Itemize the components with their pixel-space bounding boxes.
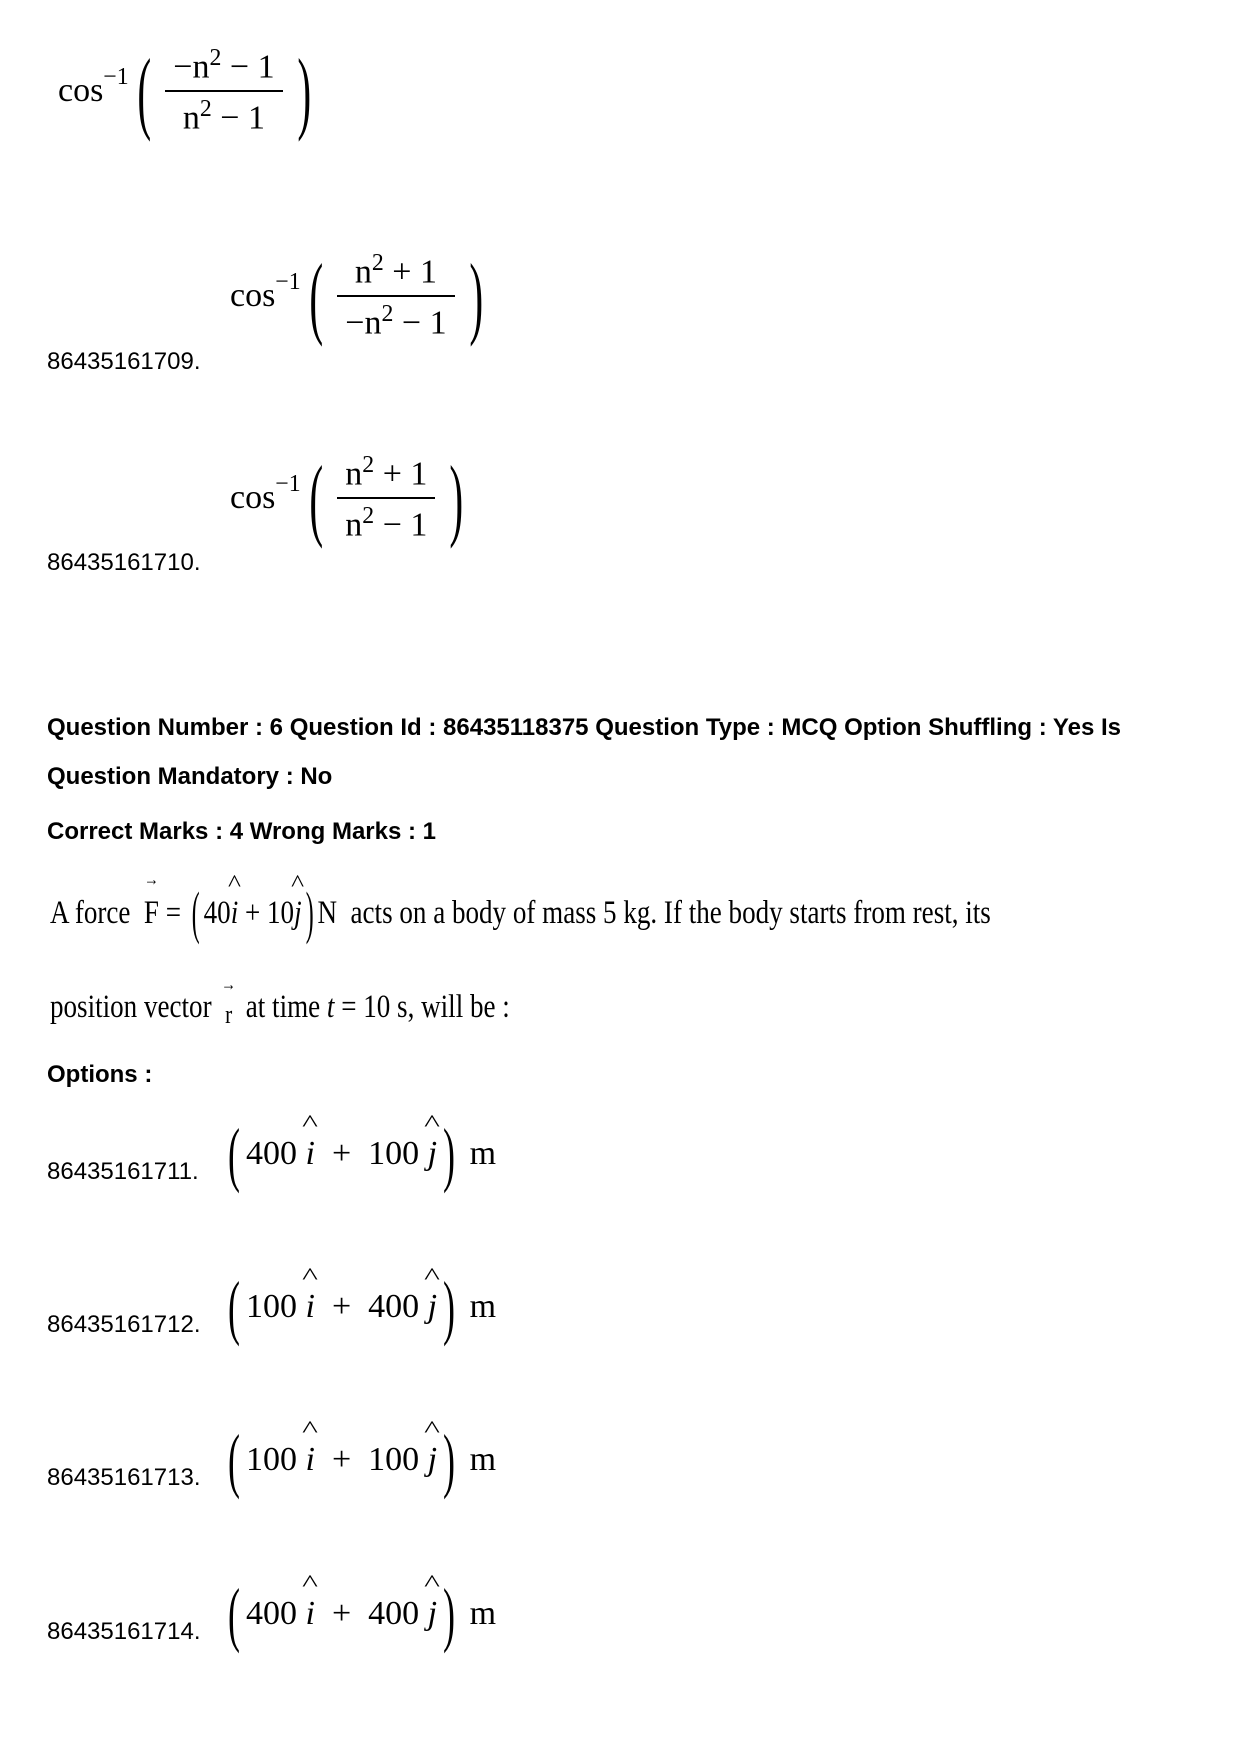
num-base: n [354, 253, 372, 291]
func-label: cos [58, 72, 104, 109]
left-paren: ( [309, 245, 323, 347]
coefficient-i: 400 [245, 1135, 297, 1172]
option-formula [222, 1116, 496, 1192]
left-paren: ( [227, 1267, 240, 1347]
option-id: 86435161712. [47, 1311, 201, 1338]
func-exponent: −1 [275, 268, 301, 295]
den-power: 2 [362, 503, 375, 529]
coefficient-j: 400 [368, 1595, 420, 1632]
num-rest: + 1 [374, 455, 428, 493]
plus-sign: + [331, 1135, 352, 1172]
unit-vector-i: ^ i [305, 1595, 314, 1633]
text-segment: position vector [50, 988, 212, 1025]
question-meta-line1: Question Number : 6 Question Id : 86435118375 Question Type : MCQ Option Shuffling : Yes Is [47, 714, 1121, 741]
num-power: 2 [209, 45, 222, 72]
option-id: 86435161714. [47, 1618, 201, 1645]
unit-vector-j: ^ j [428, 1595, 437, 1633]
num-power: 2 [371, 250, 384, 277]
right-paren: ) [443, 1267, 456, 1347]
unit-vector-i: ^ i [305, 1135, 314, 1173]
question-text-line2 [50, 982, 510, 1032]
text-segment: acts on a body of mass 5 kg. If the body starts from rest, its [350, 894, 991, 931]
left-paren: ( [227, 1114, 240, 1194]
formula-option-prev [58, 40, 319, 142]
fraction [337, 452, 435, 543]
right-paren: ) [305, 880, 314, 945]
unit: N [317, 894, 337, 931]
den-base: −n [345, 304, 382, 342]
right-paren: ) [443, 1114, 456, 1194]
num-base: −n [173, 48, 210, 86]
option-formula [222, 1422, 496, 1498]
option-id: 86435161713. [47, 1464, 201, 1491]
text-segment: = 10 s, will be : [334, 988, 510, 1025]
text-segment: A force [50, 894, 131, 931]
numerator [337, 452, 435, 499]
coefficient-j: 100 [368, 1441, 420, 1478]
num-base: n [345, 455, 363, 493]
unit: m [469, 1441, 497, 1478]
right-paren: ) [297, 40, 311, 142]
option-formula [222, 1269, 496, 1345]
option-formula [230, 447, 472, 549]
option-formula [230, 245, 491, 347]
coefficient-i: 100 [245, 1288, 297, 1325]
coefficient: 40 [203, 894, 231, 931]
option-id: 86435161710. [47, 549, 201, 576]
right-paren: ) [469, 245, 483, 347]
option-id: 86435161711. [47, 1158, 199, 1185]
right-paren: ) [443, 1420, 456, 1500]
marks-line: Correct Marks : 4 Wrong Marks : 1 [47, 818, 437, 845]
unit-vector-i: ^ i [305, 1288, 314, 1326]
den-base: n [182, 99, 200, 137]
force-vector: → F [144, 895, 159, 932]
numerator [337, 250, 454, 297]
options-label: Options : [47, 1061, 153, 1088]
denominator [337, 499, 435, 544]
coefficient-i: 100 [245, 1441, 297, 1478]
func-exponent: −1 [275, 470, 301, 497]
coefficient-j: 400 [368, 1288, 420, 1325]
question-meta-line2: Question Mandatory : No [47, 763, 333, 790]
den-rest: − 1 [211, 99, 265, 137]
unit-vector-i: ^ i [305, 1441, 314, 1479]
left-paren: ( [227, 1420, 240, 1500]
unit-vector-i: ^ i [231, 895, 239, 932]
right-paren: ) [449, 447, 464, 549]
plus-sign: + [331, 1288, 352, 1325]
unit: m [469, 1135, 497, 1172]
coefficient-i: 400 [245, 1595, 297, 1632]
den-power: 2 [381, 301, 394, 327]
func-label: cos [230, 479, 276, 516]
den-rest: − 1 [393, 304, 447, 342]
text-segment: at time [245, 988, 321, 1025]
denominator [165, 92, 282, 137]
question-text-line1 [50, 880, 991, 946]
left-paren: ( [191, 880, 200, 945]
left-paren: ( [227, 1574, 240, 1654]
unit: m [469, 1288, 497, 1325]
right-paren: ) [443, 1574, 456, 1654]
num-rest: + 1 [383, 253, 437, 291]
fraction [337, 250, 454, 341]
position-vector: → r [225, 1000, 232, 1030]
numerator [165, 45, 282, 92]
option-id: 86435161709. [47, 348, 201, 375]
left-paren: ( [309, 447, 323, 549]
func-label: cos [230, 277, 276, 314]
unit-vector-j: ^ j [294, 895, 302, 932]
coefficient-j: 100 [368, 1135, 420, 1172]
equals-sign: = [158, 894, 188, 931]
denominator [337, 297, 454, 342]
plus-sign: + [331, 1595, 352, 1632]
unit-vector-j: ^ j [428, 1135, 437, 1173]
unit-vector-j: ^ j [428, 1441, 437, 1479]
den-rest: − 1 [374, 506, 428, 544]
unit-vector-j: ^ j [428, 1288, 437, 1326]
den-base: n [345, 506, 363, 544]
den-power: 2 [199, 96, 212, 122]
plus-sign: + [331, 1441, 352, 1478]
plus-coefficient: + 10 [238, 894, 295, 931]
func-exponent: −1 [103, 63, 129, 90]
num-power: 2 [362, 452, 375, 479]
num-rest: − 1 [221, 48, 275, 86]
left-paren: ( [137, 40, 151, 142]
time-variable: t [326, 988, 335, 1025]
fraction [165, 45, 282, 136]
option-formula [222, 1576, 496, 1652]
unit: m [469, 1595, 497, 1632]
